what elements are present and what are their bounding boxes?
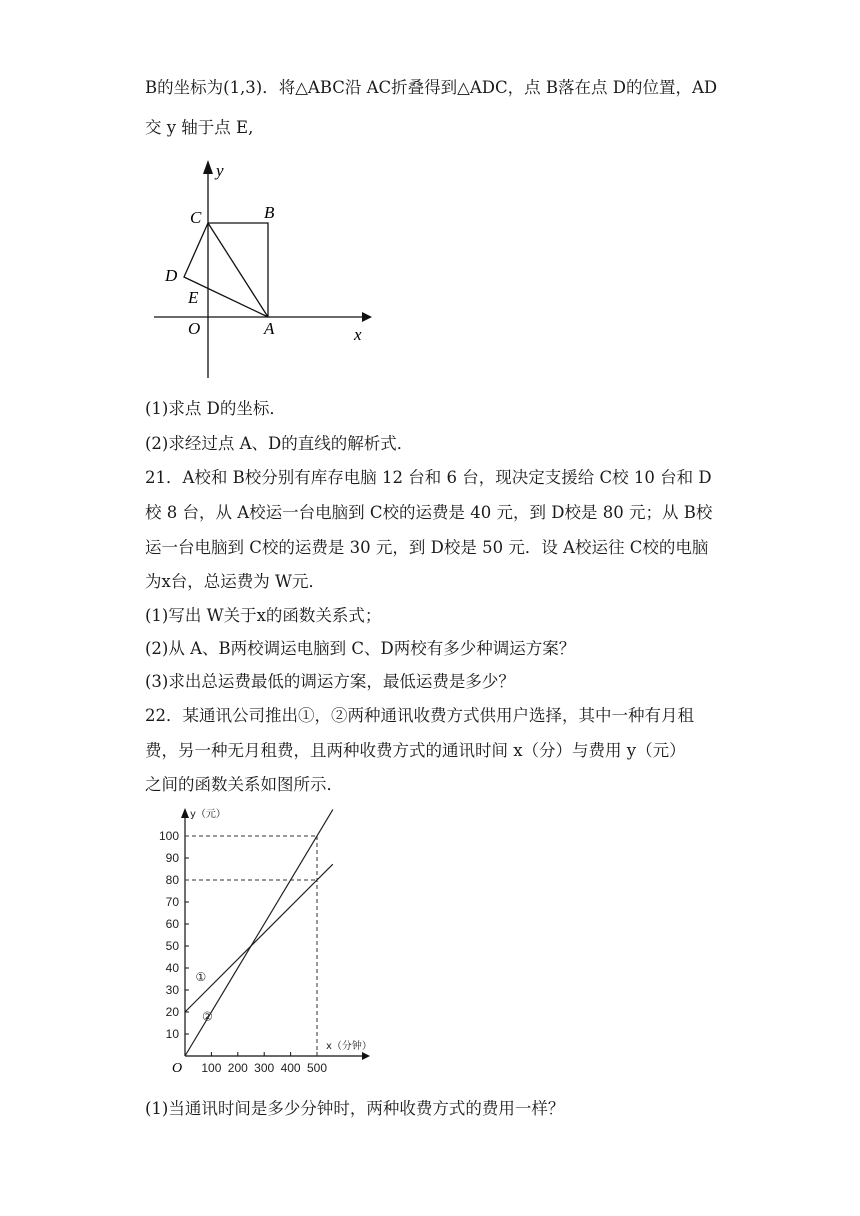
y-axis-label: y [216,161,224,180]
series-line-1 [185,864,333,1012]
point-d-label: D [165,266,178,285]
q22-line-1: 22．某通讯公司推出①，②两种通讯收费方式供用户选择，其中一种有月租 [145,706,694,725]
origin-label: O [188,319,201,338]
point-e-label: E [188,288,199,307]
intro-line-2: 交 y 轴于点 E, [145,118,254,137]
x-tick-label: 200 [227,1061,248,1075]
q22-line-2: 费，另一种无月租费，且两种收费方式的通讯时间 x（分）与费用 y（元） [145,741,686,760]
chart-origin-label: O [172,1061,183,1076]
point-c-label: C [190,208,202,227]
point-b-label: B [264,203,275,222]
point-a-label: A [264,319,275,338]
q21-line-3: 运一台电脑到 C校的运费是 30 元，到 D校是 50 元．设 A校运往 C校的电脑 [145,538,709,557]
q21-part-3: (3)求出总运费最低的调运方案，最低运费是多少？ [145,672,515,691]
chart-x-arrow [362,1052,370,1060]
y-tick-label: 90 [165,851,179,865]
y-axis-arrow [203,160,213,174]
cost-chart [140,800,400,1085]
x-axis-arrow [362,312,372,322]
series-label-1: ① [195,969,207,984]
y-tick-label: 80 [165,873,179,887]
q20-part-1: (1)求点 D的坐标． [145,399,286,418]
chart-y-arrow [181,808,189,818]
x-tick-label: 100 [201,1061,222,1075]
y-tick-label: 60 [165,917,179,931]
q21-line-2: 校 8 台，从 A校运一台电脑到 C校的运费是 40 元，到 D校是 80 元；从 B校 [145,503,713,522]
y-tick-label: 100 [158,829,179,843]
x-tick-label: 300 [254,1061,275,1075]
q21-line-4: 为x台，总运费为 W元． [145,572,326,591]
x-axis-label: x [354,325,362,344]
q20-part-2: (2)求经过点 A、D的直线的解析式． [145,434,414,453]
q22-line-3: 之间的函数关系如图所示． [145,775,343,794]
y-tick-label: 50 [165,939,179,953]
q21-part-2: (2)从 A、B两校调运电脑到 C、D两校有多少种调运方案？ [145,639,576,658]
chart-y-label: y（元） [190,809,226,820]
y-tick-label: 40 [165,961,179,975]
x-tick-label: 500 [306,1061,328,1075]
intro-line-1: B的坐标为(1,3)．将△ABC沿 AC折叠得到△ADC，点 B落在点 D的位置，AD [145,78,718,97]
q21-part-1: (1)写出 W关于x的函数关系式； [145,606,382,625]
folding-diagram [140,150,380,385]
series-label-2: ② [202,1009,213,1024]
q22-part-1: (1)当通讯时间是多少分钟时，两种收费方式的费用一样？ [145,1099,565,1118]
chart-x-label: x（分钟） [326,1041,372,1052]
y-tick-label: 70 [165,895,179,909]
x-tick-label: 400 [280,1061,301,1075]
y-tick-label: 30 [165,983,179,997]
q21-line-1: 21．A校和 B校分别有库存电脑 12 台和 6 台，现决定支援给 C校 10 台和 D [145,468,712,487]
y-tick-label: 10 [165,1027,179,1041]
y-tick-label: 20 [165,1005,179,1019]
